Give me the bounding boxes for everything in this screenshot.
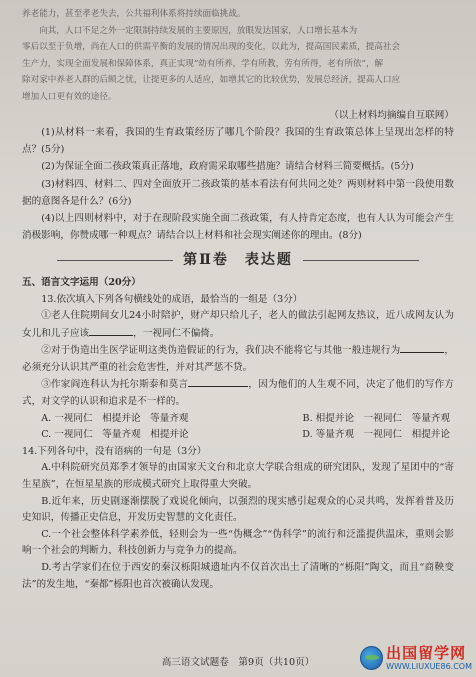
globe-icon (360, 646, 383, 670)
question-3: (3)材料四、材料二、四对全面放开二孩政策的基本看法有何共同之处？两则材料中第一段使用数据的意图各是什么？(6分) (22, 178, 454, 207)
q13-sentence-1 (22, 308, 454, 342)
logo-url: WWW.LIUXUE86.COM (386, 661, 472, 671)
part-title: 第Ⅱ卷 表达题 (22, 252, 454, 269)
watermark-logo[interactable] (360, 643, 472, 673)
q14-option-d: D.考古学家们在位于西安的秦汉栎阳城遗址内不仅首次出土了清晰的“栎阳”陶文，而且“商鞅变法”的发生地，“秦都”栎阳也首次被确认发现。 (22, 562, 454, 590)
answer-blank (188, 376, 248, 387)
passage-line: 零后以至于负增，尚在人口的供需平衡的发展的情况出现的变化，以此为，提高国民素质，提高社会 (22, 42, 401, 53)
q13-options-row-2 (22, 427, 454, 444)
question-2: (2)为保证全面二孩政策真正落地，政府需采取哪些措施？请结合材料三简要概括。(5分) (41, 161, 414, 173)
passage-line: 除对家中养老人群的后顾之忧，让提更多的人适应，如增其它的比较优势，发展总经济，提高人口应 (22, 75, 401, 86)
q13-s2-end: ，必须充分认识其严重的社会危害性，并对其严惩不贷。 (22, 345, 455, 373)
option-c: C. 一视同仁 等量齐观 相提并论 (41, 429, 189, 441)
answer-blank (400, 342, 444, 353)
q13-s1-end: ，一视同仁不偏倚。 (133, 327, 220, 339)
q14-option-c: C.一个社会整体科学素养低，轻则会为一些“伪概念”“伪科学”的流行和泛滥提供温床，重则会影响一个社会的判断力，科技创新力与竞争力的提高。 (22, 528, 454, 557)
q13-s3-end: ，因为他们的人生观不同，决定了他们的写作方式，对文学的认识和追求是不一样的。 (22, 379, 455, 408)
logo-name: 出国留学网 (386, 643, 467, 662)
question-1: (1)从材料一来看，我国的生育政策经历了哪几个阶段？我国的生育政策总体上呈现出怎样的特点？(5分) (22, 127, 454, 155)
q13-options-row-1 (22, 411, 454, 428)
section-five-heading: 五、语言文字运用（20分） (22, 276, 141, 288)
q13-s1-text: ①老人住院期间女儿24小时陪护，财产却只给儿子，老人的做法引起网友热议，近八成网友认为女儿和儿子应该 (22, 310, 454, 339)
option-d: D. 等量齐观 一视同仁 相提并论 (302, 429, 450, 441)
q13-s3-text: ③作家阎连科认为托尔斯泰和莫言 (41, 379, 189, 391)
answer-blank (89, 325, 133, 336)
q14-option-a: A.中科院研究员郑季才领导的由国家天文台和北京大学联合组成的研究团队，发现了星团中的“寄生星族”，在恒星星族的形成模式研究上取得重大突破。 (22, 462, 454, 491)
passage-line: 向其，人口不足之外一定限制持续发展的主要原因，放眼发达国家，人口增长基本为 (39, 25, 358, 36)
question-13: 13.依次填入下列各句横线处的成语，最恰当的一组是（3分） (41, 293, 303, 305)
source-note: （以上材料均摘编自互联网） (329, 109, 454, 121)
question-4: (4)以上四则材料中，对于在现阶段实施全面二孩政策，有人持肯定态度，也有人认为可能会产生消极影响，你赞成哪一种观点？请结合以上材料和社会现实阐述你的理由。(8分) (22, 213, 454, 241)
page-content (22, 6, 454, 593)
option-b: B. 相提并论 一视同仁 等量齐观 (302, 412, 450, 424)
passage-line: 生产力，实现全面发展和保障体系，真正实现“幼有所养，学有所教，劳有所得，老有所依”，解 (22, 58, 384, 69)
question-14: 14.下列各句中，没有语病的一句是（3分） (22, 445, 207, 457)
q13-sentence-2 (22, 342, 454, 376)
passage-line: 增加人口更有效的途径。 (22, 91, 117, 102)
q13-sentence-3 (22, 376, 454, 410)
q13-s2-text: ②对于伪造出生医学证明这类伪造假证的行为，我们决不能将它与其他一般违规行为 (41, 345, 401, 357)
logo-text (386, 643, 472, 671)
q14-option-b: B.近年来，历史剧逐渐摆脱了戏说化倾向，以强烈的现实感引起观众的心灵共鸣，发挥着普及历史知识，传播正史信息，开发历史智慧的文化责任。 (22, 495, 454, 524)
passage-line: 养老能力，甚至孝老失去，公共福利体系将持续面临挑战。 (22, 9, 246, 19)
page-footer: 高三语文试题卷 第9页（共10页） (161, 657, 315, 668)
option-a: A. 一视同仁 相提并论 等量齐观 (41, 412, 189, 424)
